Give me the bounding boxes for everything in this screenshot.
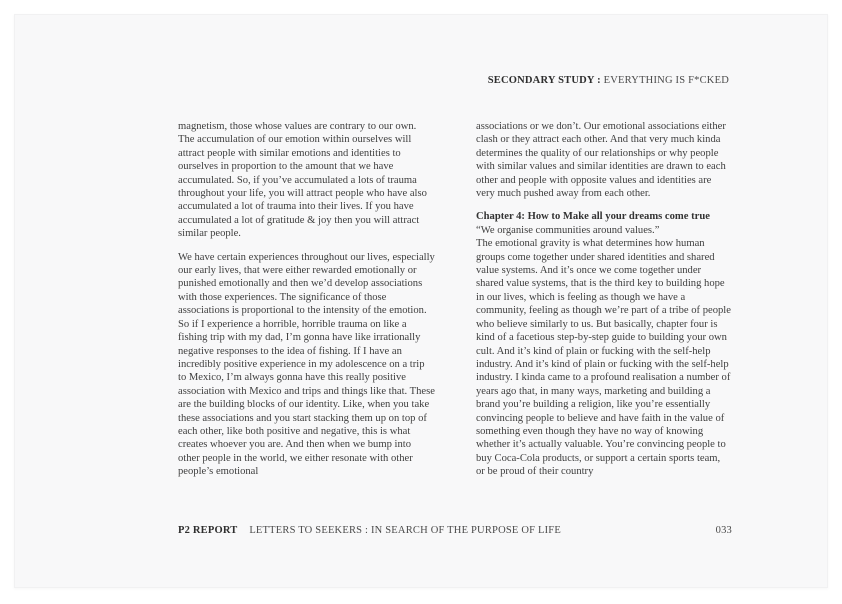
- running-header: [488, 75, 729, 86]
- body-paragraph: associations or we don’t. Our emotional associations either clash or they attract each other. And that very much kinda determines the quality of our relationships or why people with similar values and similar identities are drawn to each other and people with opposite values and identities are very much pushed away from each other.: [476, 121, 726, 200]
- footer-report-label: P2 REPORT: [178, 525, 238, 536]
- document-page: [14, 14, 828, 588]
- right-text-column: [476, 120, 731, 489]
- body-content: [178, 120, 731, 489]
- left-text-column: [178, 120, 435, 489]
- body-paragraph: We have certain experiences throughout our lives, especially our early lives, that were either rewarded emotionally or punished emotionally and then we’d develop associations with those experiences. The significance of those associations is proportional to the intensity of the emotion. So if I experience a horrible, horrible trauma on like a fishing trip with my dad, I’m gonna have like irrationally negative responses to the idea of fishing. If I have an incredibly positive experience in my adolescence on a trip to Mexico, I’m always gonna have this really positive association with Mexico and trips and things like that. These are the building blocks of our identity. Like, when you take these associations and you start stacking them up on top of each other, like both positive and negative, this is what creates whoever you are. And then when we bump into other people in the world, we either resonate with other people’s emotional: [178, 251, 435, 478]
- body-paragraph: magnetism, those whose values are contrary to our own. The accumulation of our emotion within ourselves will attract people with similar emotions and identities to ourselves in proportion to the amount that we have accumulated. So, if you’ve accumulated a lots of trauma throughout your life, you will attract people who have also accumulated a lot of trauma into their lives. If you have accumulated a lot of gratitude & joy then you will attract similar people.: [178, 121, 427, 240]
- header-study-title: EVERYTHING IS F*CKED: [603, 75, 729, 86]
- footer-report-title: LETTERS TO SEEKERS : IN SEARCH OF THE PURPOSE OF LIFE: [249, 525, 561, 536]
- chapter-quote: “We organise communities around values.”: [476, 224, 660, 236]
- footer-report-line: [178, 525, 561, 536]
- body-paragraph: The emotional gravity is what determines how human groups come together under shared identities and shared value systems. And it’s once we come together under shared value systems, that is the third key to building hope in our lives, which is feeling as though we have a community, feeling as though we’re part of a tribe of people who believe similarly to us. But basically, chapter four is kind of a facetious step-by-step guide to building your own cult. And it’s kind of plain or fucking with the self-help industry. And it’s kind of plain or fucking with the self-help industry. I kinda came to a profound realisation a number of years ago that, in many ways, marketing and building a brand you’re building a religion, like you’re essentially convincing people to believe and have faith in the value of something even though they have no way of knowing whether it’s actually valuable. You’re convincing people to buy Coca-Cola products, or support a certain sports team, or be proud of their country: [476, 238, 731, 478]
- page-number: 033: [715, 525, 732, 536]
- chapter-block: [476, 210, 731, 478]
- header-study-label: SECONDARY STUDY :: [487, 75, 601, 86]
- chapter-heading: Chapter 4: How to Make all your dreams come true: [476, 211, 710, 223]
- page-footer: [178, 525, 732, 536]
